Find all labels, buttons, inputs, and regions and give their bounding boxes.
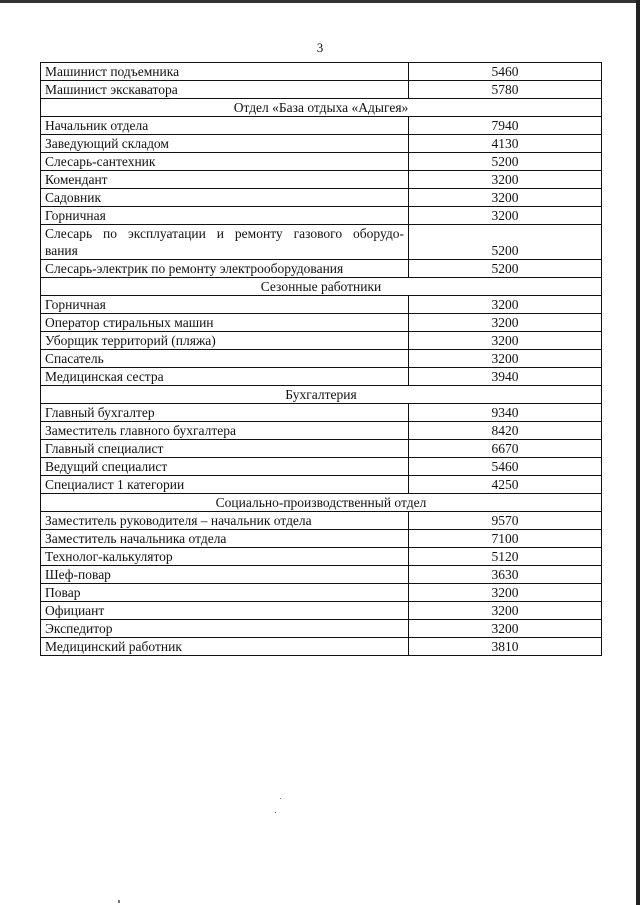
position-title: Машинист экскаватора <box>41 81 409 99</box>
salary-value: 3200 <box>409 584 602 602</box>
position-title: Повар <box>41 584 409 602</box>
table-row <box>41 368 602 386</box>
page-number: 3 <box>316 40 324 55</box>
position-title: Садовник <box>41 189 409 207</box>
section-title: Сезонные работники <box>41 278 602 296</box>
section-header-row <box>41 278 602 296</box>
table-row <box>41 225 602 260</box>
section-header-row <box>41 99 602 117</box>
scan-speck <box>275 812 276 813</box>
position-title: Горничная <box>41 207 409 225</box>
salary-value: 3200 <box>409 296 602 314</box>
table-row <box>41 350 602 368</box>
table-row <box>41 584 602 602</box>
position-title: Уборщик территорий (пляжа) <box>41 332 409 350</box>
table-row <box>41 476 602 494</box>
salary-value: 5460 <box>409 63 602 81</box>
salary-value: 3200 <box>409 602 602 620</box>
position-title: Главный специалист <box>41 440 409 458</box>
table-row <box>41 171 602 189</box>
table-row <box>41 207 602 225</box>
position-title: Шеф-повар <box>41 566 409 584</box>
position-title: Специалист 1 категории <box>41 476 409 494</box>
table-row <box>41 332 602 350</box>
position-title: Официант <box>41 602 409 620</box>
position-title: Ведущий специалист <box>41 458 409 476</box>
salary-value: 3200 <box>409 189 602 207</box>
salary-value: 9570 <box>409 512 602 530</box>
salary-value: 7100 <box>409 530 602 548</box>
section-title: Бухгалтерия <box>41 386 602 404</box>
salary-value: 4250 <box>409 476 602 494</box>
position-title: Комендант <box>41 171 409 189</box>
section-title: Социально-производственный отдел <box>41 494 602 512</box>
section-header-row <box>41 386 602 404</box>
salary-table <box>40 62 602 656</box>
salary-value: 3940 <box>409 368 602 386</box>
position-title: Технолог-калькулятор <box>41 548 409 566</box>
position-title: Слесарь-сантехник <box>41 153 409 171</box>
position-title: Заместитель главного бухгалтера <box>41 422 409 440</box>
section-title: Отдел «База отдыха «Адыгея» <box>41 99 602 117</box>
table-row <box>41 530 602 548</box>
table-row <box>41 440 602 458</box>
table-row <box>41 602 602 620</box>
position-title: Медицинский работник <box>41 638 409 656</box>
table-row <box>41 189 602 207</box>
table-row <box>41 296 602 314</box>
position-title: Машинист подъемника <box>41 63 409 81</box>
table-row <box>41 548 602 566</box>
position-title: Оператор стиральных машин <box>41 314 409 332</box>
table-row <box>41 638 602 656</box>
salary-value: 3630 <box>409 566 602 584</box>
salary-value: 5200 <box>409 225 602 260</box>
table-row <box>41 422 602 440</box>
position-title: Слесарь-электрик по ремонту электрооборудования <box>41 260 409 278</box>
position-title: Горничная <box>41 296 409 314</box>
table-row <box>41 566 602 584</box>
position-title: Спасатель <box>41 350 409 368</box>
table-row <box>41 458 602 476</box>
position-title: Медицинская сестра <box>41 368 409 386</box>
table-row <box>41 404 602 422</box>
position-title: Заместитель руководителя – начальник отдела <box>41 512 409 530</box>
position-title: Главный бухгалтер <box>41 404 409 422</box>
salary-value: 8420 <box>409 422 602 440</box>
position-title: Начальник отдела <box>41 117 409 135</box>
table-row <box>41 135 602 153</box>
salary-value: 3200 <box>409 350 602 368</box>
table-row <box>41 81 602 99</box>
salary-value: 5120 <box>409 548 602 566</box>
salary-value: 5200 <box>409 153 602 171</box>
table-row <box>41 512 602 530</box>
scan-speck <box>280 798 281 799</box>
table-row <box>41 620 602 638</box>
salary-value: 3200 <box>409 171 602 189</box>
position-title: Заведующий складом <box>41 135 409 153</box>
table-row <box>41 314 602 332</box>
section-header-row <box>41 494 602 512</box>
salary-value: 3200 <box>409 332 602 350</box>
position-title-line: Слесарь по эксплуатации и ремонту газового оборудо- <box>45 226 404 241</box>
salary-value: 5200 <box>409 260 602 278</box>
table-row <box>41 260 602 278</box>
position-title: Заместитель начальника отдела <box>41 530 409 548</box>
scan-right-edge <box>636 0 640 905</box>
salary-value: 4130 <box>409 135 602 153</box>
scan-speck <box>118 900 120 903</box>
salary-value: 3200 <box>409 620 602 638</box>
table-row <box>41 63 602 81</box>
position-title: Экспедитор <box>41 620 409 638</box>
table-row <box>41 153 602 171</box>
salary-table-body <box>41 63 602 656</box>
scan-top-edge <box>0 0 640 3</box>
salary-value: 5460 <box>409 458 602 476</box>
salary-value: 3200 <box>409 207 602 225</box>
table-row <box>41 117 602 135</box>
salary-value: 6670 <box>409 440 602 458</box>
salary-value: 5780 <box>409 81 602 99</box>
salary-value: 3200 <box>409 314 602 332</box>
salary-value: 7940 <box>409 117 602 135</box>
position-title <box>41 225 409 260</box>
salary-value: 9340 <box>409 404 602 422</box>
salary-value: 3810 <box>409 638 602 656</box>
position-title-line: вания <box>45 243 78 258</box>
